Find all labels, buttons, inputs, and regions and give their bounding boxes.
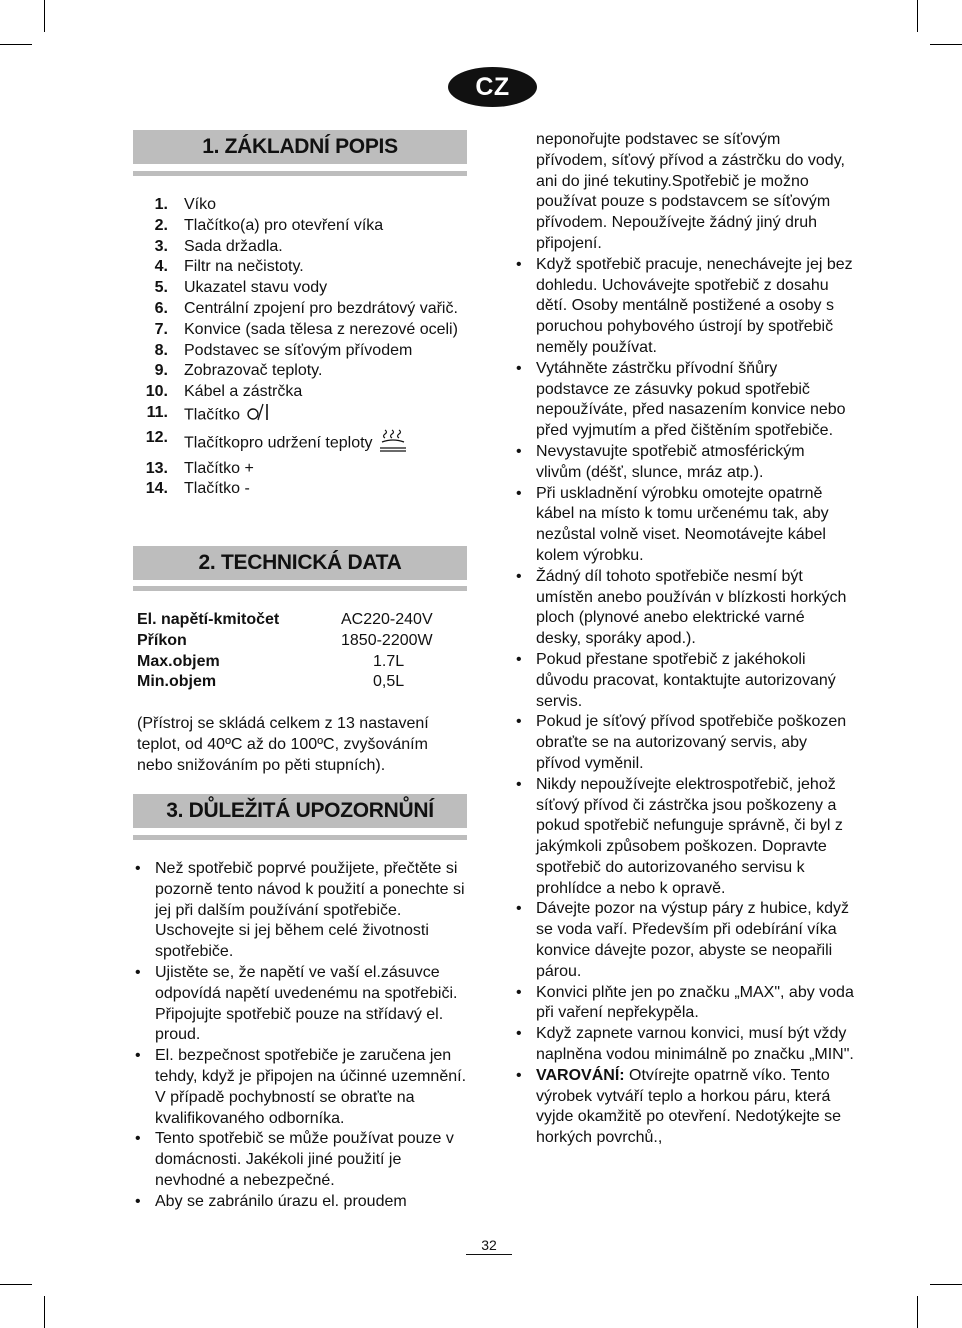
crop-mark bbox=[930, 1284, 962, 1285]
warnings-list-continued bbox=[514, 130, 854, 1149]
page-number: 32 bbox=[481, 1237, 497, 1253]
list-item: 11. Tlačítko bbox=[138, 403, 458, 428]
table-row: El. napětí-kmitočet AC220-240V bbox=[137, 611, 433, 628]
heading-underline bbox=[133, 835, 467, 840]
list-item: • Žádný díl tohoto spotřebiče nesmí být umístěn anebo používán v blízkosti horkých ploch (plynové anebo elektrické varné desky, sporáky apod.). bbox=[514, 567, 854, 650]
heading-underline bbox=[133, 586, 467, 591]
list-item: • Když zapnete varnou konvici, musí být vždy naplněna vodou minimálně po značku „MIN". bbox=[514, 1024, 854, 1066]
list-item: 9. Zobrazovač teploty. bbox=[154, 362, 323, 380]
list-item: 12. Tlačítkopro udržení teploty bbox=[138, 428, 458, 459]
list-item: • Nevystavujte spotřebič atmosférickým vlivům (déšť, slunce, mráz atp.). bbox=[514, 442, 854, 484]
list-item: 3. Sada držadla. bbox=[154, 237, 283, 255]
list-item: • El. bezpečnost spotřebiče je zaručena jen tehdy, když je připojen na účinné uzemnění. V případě pochybností se obraťte na kvalifikovaného odborníka. bbox=[133, 1046, 468, 1129]
warning-label: VAROVÁNÍ: bbox=[536, 1066, 625, 1084]
list-item: 14. Tlačítko - bbox=[145, 480, 250, 498]
warning-item bbox=[514, 1066, 854, 1149]
crop-mark bbox=[44, 0, 45, 32]
list-item: • Při uskladnění výrobku omotejte opatrně kábel na místo k tomu určenému tak, aby nezůstal volně viset. Neomotávejte kábel kolem výrobku. bbox=[514, 484, 854, 567]
crop-mark bbox=[44, 1296, 45, 1328]
crop-mark bbox=[0, 44, 32, 45]
section-heading-warnings: 3. DŮLEŽITÁ UPOZORNŮNÍ bbox=[133, 794, 467, 828]
power-onoff-icon bbox=[246, 403, 270, 428]
warnings-list bbox=[133, 859, 468, 1213]
crop-mark bbox=[917, 1296, 918, 1328]
crop-mark bbox=[0, 1284, 32, 1285]
list-item: • Aby se zabránilo úrazu el. proudem bbox=[133, 1192, 468, 1213]
list-item-continuation: neponořujte podstavec se síťovým přívodem, síťový přívod a zástrčku do vody, ani do jiné tekutiny.Spotřebič je možno používat pouze s podstavcem se síťovým přívodem. Nepoužívejte žádný jiný druh připojení. bbox=[536, 131, 845, 252]
list-item: • Konvici plňte jen po značku „MAX", aby voda při vaření nepřekypěla. bbox=[514, 983, 854, 1025]
keep-warm-steam-icon bbox=[379, 428, 407, 459]
parts-list bbox=[138, 195, 458, 500]
warning-text: Otvírejte opatrně víko. Tento výrobek vytváří teplo a horkou páru, která vyjde okamžitě po otevření. Nedotýkejte se horkých povrchů., bbox=[536, 1066, 842, 1147]
section-heading-description: 1. ZÁKLADNÍ POPIS bbox=[133, 130, 467, 164]
list-item: 2. Tlačítko(a) pro otevření víka bbox=[154, 216, 384, 234]
list-item: • Pokud přestane spotřebič z jakéhokoli důvodu pracovat, kontaktujte autorizovaný servis. bbox=[514, 650, 854, 712]
table-row: Max.objem 1.7L bbox=[137, 652, 405, 670]
list-item: • Dávejte pozor na výstup páry z hubice, když se voda vaří. Především při odebírání víka konvice dávejte pozor, abyste se neopařili párou. bbox=[514, 899, 854, 982]
list-item: • Tento spotřebič se může používat pouze v domácnosti. Jakékoli jiné použití je nevhodné a nebezpečné. bbox=[133, 1129, 468, 1191]
section-heading-technical-data: 2. TECHNICKÁ DATA bbox=[133, 546, 467, 580]
list-item: 13. Tlačítko + bbox=[145, 459, 254, 477]
language-badge: CZ bbox=[448, 67, 537, 107]
list-item: 10. Kábel a zástrčka bbox=[145, 383, 303, 401]
list-item: 1. Víko bbox=[154, 196, 217, 213]
list-item: • Když spotřebič pracuje, nenechávejte jej bez dohledu. Uchovávejte spotřebič z dosahu dětí. Osoby mentálně postižené a osoby s poruchou pohybového ústrojí by spotřebič neměly používat. bbox=[514, 255, 854, 359]
table-row: Příkon 1850-2200W bbox=[137, 631, 433, 649]
list-item: • Než spotřebič poprvé použijete, přečtěte si pozorně tento návod k použití a ponechte si jej při dalším používání spotřebiče. Uschovejte si jej během celé životnosti spotřebiče. bbox=[133, 859, 468, 963]
list-item: • Pokud je síťový přívod spotřebiče poškozen obraťte se na autorizovaný servis, aby přívod vyměnil. bbox=[514, 712, 854, 774]
spec-table bbox=[137, 610, 457, 693]
warnings-left-column bbox=[133, 859, 468, 1213]
list-item: • Vytáhněte zástrčku přívodní šňůry podstavce ze zásuvky pokud spotřebič nepoužíváte, před nasazením konvice nebo před vyjmutím a před čištěním spotřebiče. bbox=[514, 359, 854, 442]
list-item: • Ujistěte se, že napětí ve vaší el.zásuvce odpovídá napětí uvedenému na spotřebiči. Připojujte spotřebič pouze na střídavý el. proud. bbox=[133, 963, 468, 1046]
crop-mark bbox=[930, 44, 962, 45]
list-item: 5. Ukazatel stavu vody bbox=[154, 279, 328, 297]
list-item: 4. Filtr na nečistoty. bbox=[154, 258, 304, 276]
temperature-note: (Přístroj se skládá celkem z 13 nastavení teplot, od 40ºC až do 100ºC, zvyšováním nebo snižováním po pěti stupních). bbox=[137, 715, 429, 774]
list-item: 8. Podstavec se síťovým přívodem bbox=[154, 341, 413, 359]
heading-underline bbox=[133, 171, 467, 176]
list-item: 7. Konvice (sada tělesa z nerezové oceli) bbox=[154, 320, 458, 338]
warnings-right-column bbox=[514, 130, 854, 1149]
crop-mark bbox=[917, 0, 918, 32]
list-item: 6. Centrální zpojení pro bezdrátový vařič. bbox=[154, 299, 458, 317]
table-row: Min.objem 0,5L bbox=[137, 673, 405, 691]
page-number-rule bbox=[466, 1254, 512, 1255]
list-item: • Nikdy nepoužívejte elektrospotřebič, jehož síťový přívod či zástrčka jsou poškozeny a pokud spotřebič nefunguje správně, či byl z jakýmkoli způsobem poškozen. Dopravte spotřebič do autorizovaného servisu k prohlídce a nebo k opravě. bbox=[514, 775, 854, 900]
